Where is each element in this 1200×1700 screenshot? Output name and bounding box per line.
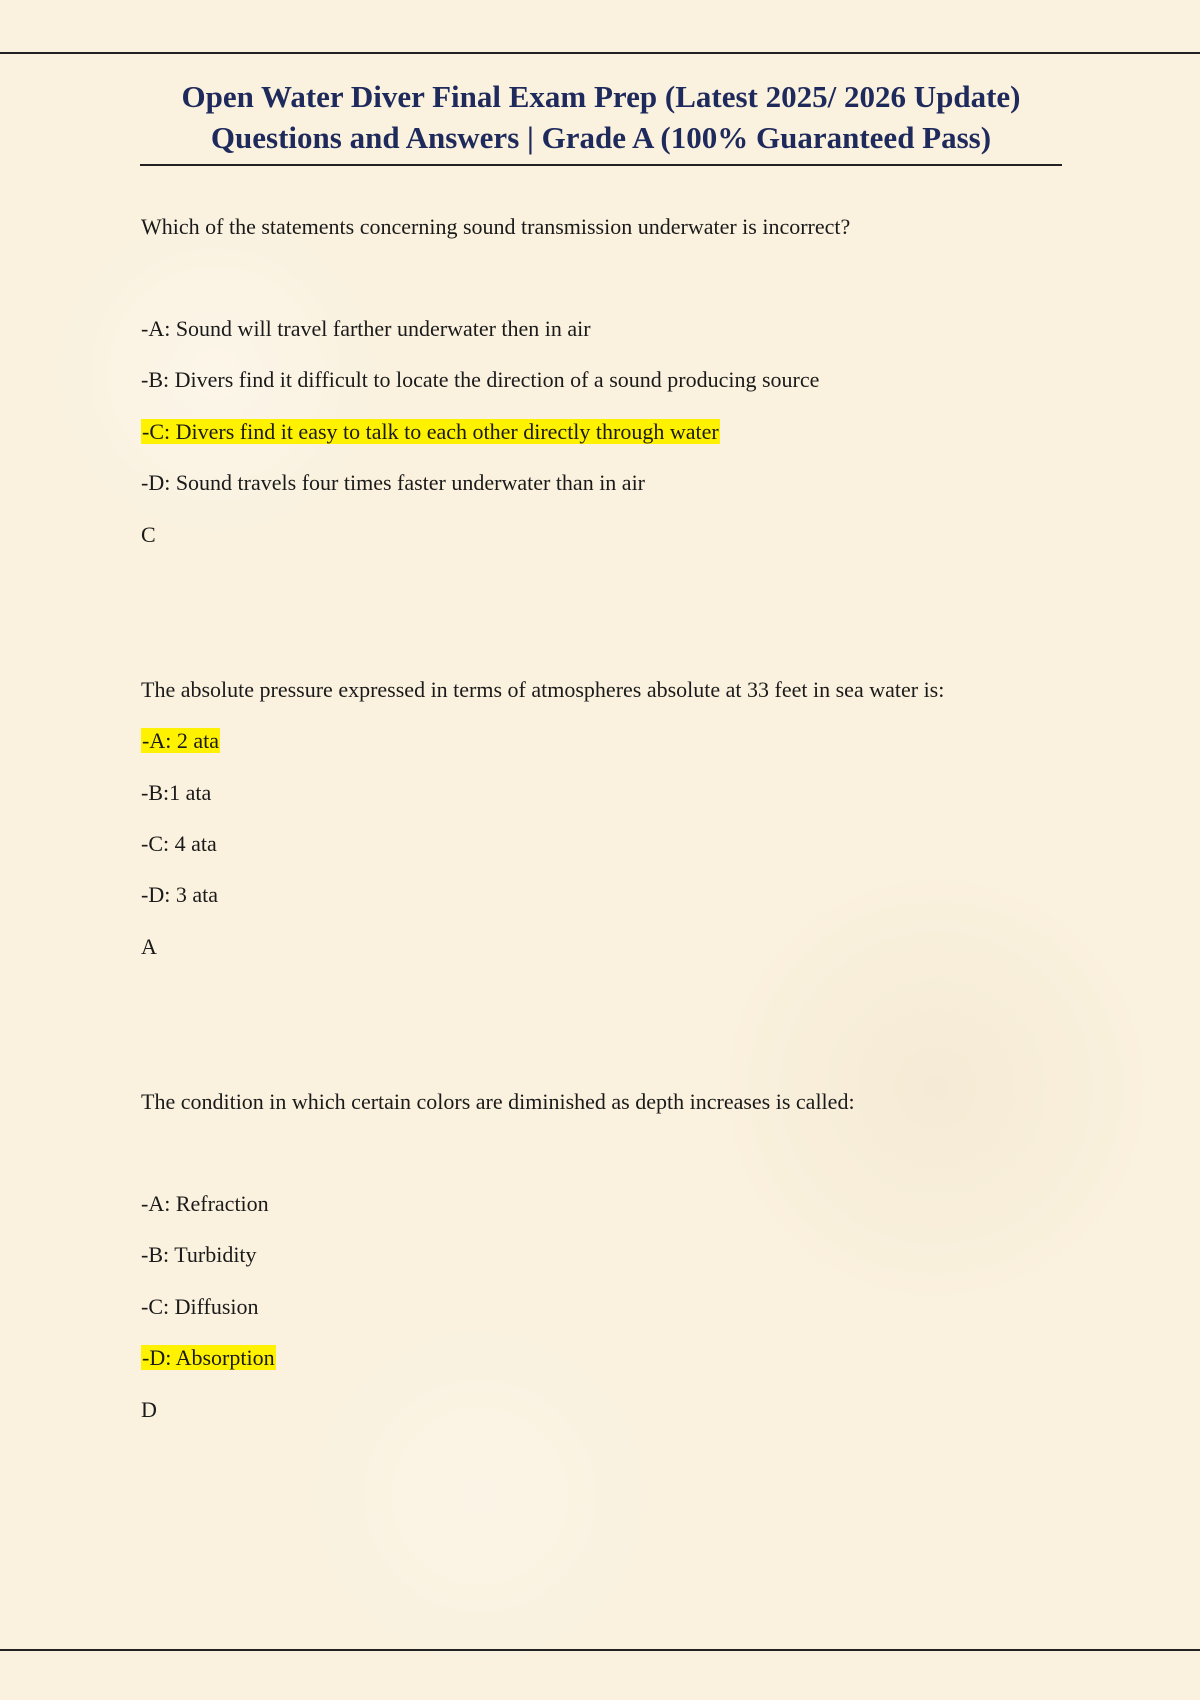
question-3-option-c xyxy=(141,1293,259,1321)
question-2-option-c xyxy=(141,830,217,858)
question-3-option-a xyxy=(141,1190,269,1218)
question-2-text: The absolute pressure expressed in terms of atmospheres absolute at 33 feet in sea water is: xyxy=(141,677,945,702)
option-text: -A: Refraction xyxy=(141,1191,269,1216)
question-1-answer: C xyxy=(141,522,156,547)
question-1-option-d xyxy=(141,469,645,497)
question-3-option-d xyxy=(141,1344,276,1372)
option-text: -B:1 ata xyxy=(141,780,212,805)
option-text: -A: Sound will travel farther underwater then in air xyxy=(141,316,591,341)
title-line-1: Open Water Diver Final Exam Prep (Latest 2025/ 2026 Update) xyxy=(181,79,1021,114)
highlighted-option-text: -A: 2 ata xyxy=(142,728,219,753)
question-2-option-a xyxy=(141,727,220,755)
question-3-text: The condition in which certain colors are diminished as depth increases is called: xyxy=(141,1089,855,1114)
question-2-option-d xyxy=(141,881,218,909)
option-text: -B: Divers find it difficult to locate the direction of a sound producing source xyxy=(141,367,820,392)
question-2-option-b xyxy=(141,779,211,807)
option-text: -B: Turbidity xyxy=(141,1242,257,1267)
option-text: -D: Sound travels four times faster underwater than in air xyxy=(141,470,646,495)
option-text: -C: 4 ata xyxy=(141,831,217,856)
question-1-option-b xyxy=(141,366,819,394)
question-1-text: Which of the statements concerning sound transmission underwater is incorrect? xyxy=(141,214,851,239)
question-2-answer: A xyxy=(141,934,157,959)
question-3-answer: D xyxy=(141,1397,157,1422)
question-3-option-b xyxy=(141,1241,257,1269)
highlighted-option-text: -D: Absorption xyxy=(142,1345,275,1370)
option-text: -D: 3 ata xyxy=(141,882,218,907)
bottom-rule xyxy=(0,1649,1200,1651)
title-line-2: Questions and Answers | Grade A (100% Guaranteed Pass) xyxy=(210,120,992,155)
question-1-option-a xyxy=(141,315,591,343)
highlighted-option-text: -C: Divers find it easy to talk to each other directly through water xyxy=(142,419,719,444)
question-1-option-c xyxy=(141,418,720,446)
option-text: -C: Diffusion xyxy=(141,1294,259,1319)
